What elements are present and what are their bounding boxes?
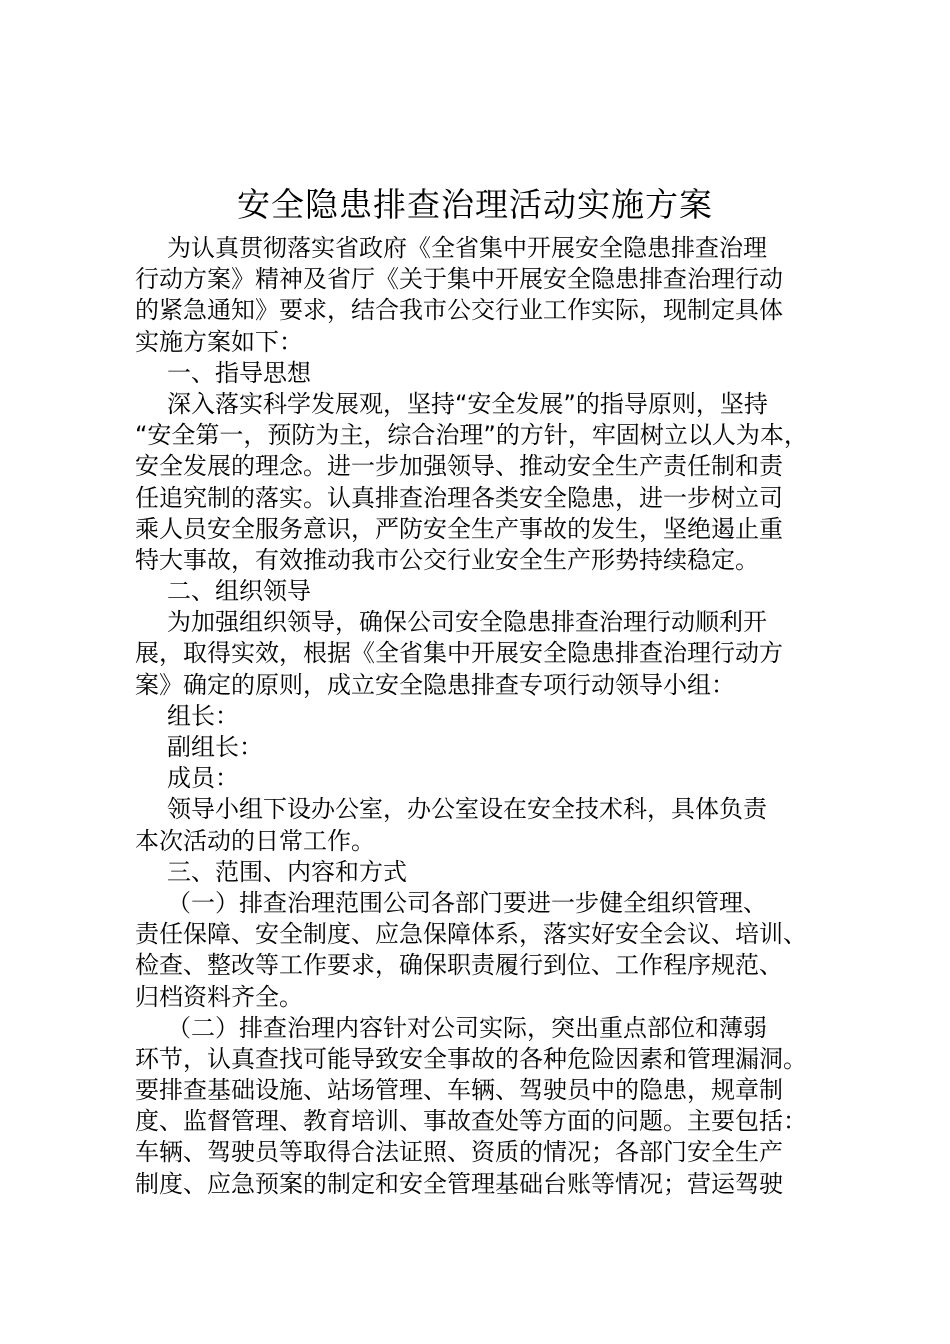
paragraph-line: 车辆、驾驶员等取得合法证照、资质的情况；各部门安全生产 — [135, 1138, 783, 1167]
paragraph-line: 特大事故，有效推动我市公交行业安全生产形势持续稳定。 — [135, 545, 759, 574]
paragraph-line: 深入落实科学发展观，坚持“安全发展”的指导原则，坚持 — [167, 389, 768, 418]
document-body — [135, 233, 865, 1200]
paragraph-line: 安全发展的理念。进一步加强领导、推动安全生产责任制和责 — [135, 452, 783, 481]
section-heading: 二、组织领导 — [167, 577, 311, 606]
paragraph-line: 展，取得实效，根据《全省集中开展安全隐患排查治理行动方 — [135, 639, 783, 668]
paragraph-line: “安全第一，预防为主，综合治理”的方针，牢固树立以人为本， — [135, 421, 808, 450]
paragraph-line: 案》确定的原则，成立安全隐患排查专项行动领导小组： — [135, 670, 735, 699]
members-line: 成员： — [167, 764, 239, 793]
paragraph-line: 为认真贯彻落实省政府《全省集中开展安全隐患排查治理 — [167, 234, 767, 262]
paragraph-line: 责任保障、安全制度、应急保障体系，落实好安全会议、培训、 — [135, 920, 807, 949]
section-heading: 一、指导思想 — [167, 358, 311, 387]
paragraph-line: （二）排查治理内容针对公司实际，突出重点部位和薄弱 — [167, 1013, 767, 1042]
paragraph-line: 环节，认真查找可能导致安全事故的各种危险因素和管理漏洞。 — [135, 1044, 807, 1073]
paragraph-line: 任追究制的落实。认真排查治理各类安全隐患，进一步树立司 — [135, 483, 783, 512]
leader-line: 组长： — [167, 701, 239, 730]
paragraph-line: 行动方案》精神及省厅《关于集中开展安全隐患排查治理行动 — [135, 265, 783, 294]
paragraph-line: 的紧急通知》要求，结合我市公交行业工作实际，现制定具体 — [135, 296, 783, 325]
deputy-leader-line: 副组长： — [167, 733, 263, 761]
paragraph-line: 领导小组下设办公室，办公室设在安全技术科，具体负责 — [167, 795, 767, 824]
document-title: 安全隐患排查治理活动实施方案 — [237, 185, 713, 224]
paragraph-line: 制度、应急预案的制定和安全管理基础台账等情况；营运驾驶 — [135, 1169, 783, 1198]
paragraph-line: 要排查基础设施、站场管理、车辆、驾驶员中的隐患，规章制 — [135, 1076, 783, 1105]
paragraph-line: 为加强组织领导，确保公司安全隐患排查治理行动顺利开 — [167, 608, 767, 637]
paragraph-line: 归档资料齐全。 — [135, 982, 303, 1011]
paragraph-line: 实施方案如下： — [135, 327, 303, 356]
paragraph-line: 度、监督管理、教育培训、事故查处等方面的问题。主要包括： — [135, 1107, 807, 1136]
paragraph-line: 乘人员安全服务意识，严防安全生产事故的发生，坚绝遏止重 — [135, 514, 783, 543]
section-heading: 三、范围、内容和方式 — [167, 857, 407, 886]
paragraph-line: （一）排查治理范围公司各部门要进一步健全组织管理、 — [167, 888, 767, 917]
paragraph-line: 本次活动的日常工作。 — [135, 826, 375, 855]
paragraph-line: 检查、整改等工作要求，确保职责履行到位、工作程序规范、 — [135, 951, 783, 980]
